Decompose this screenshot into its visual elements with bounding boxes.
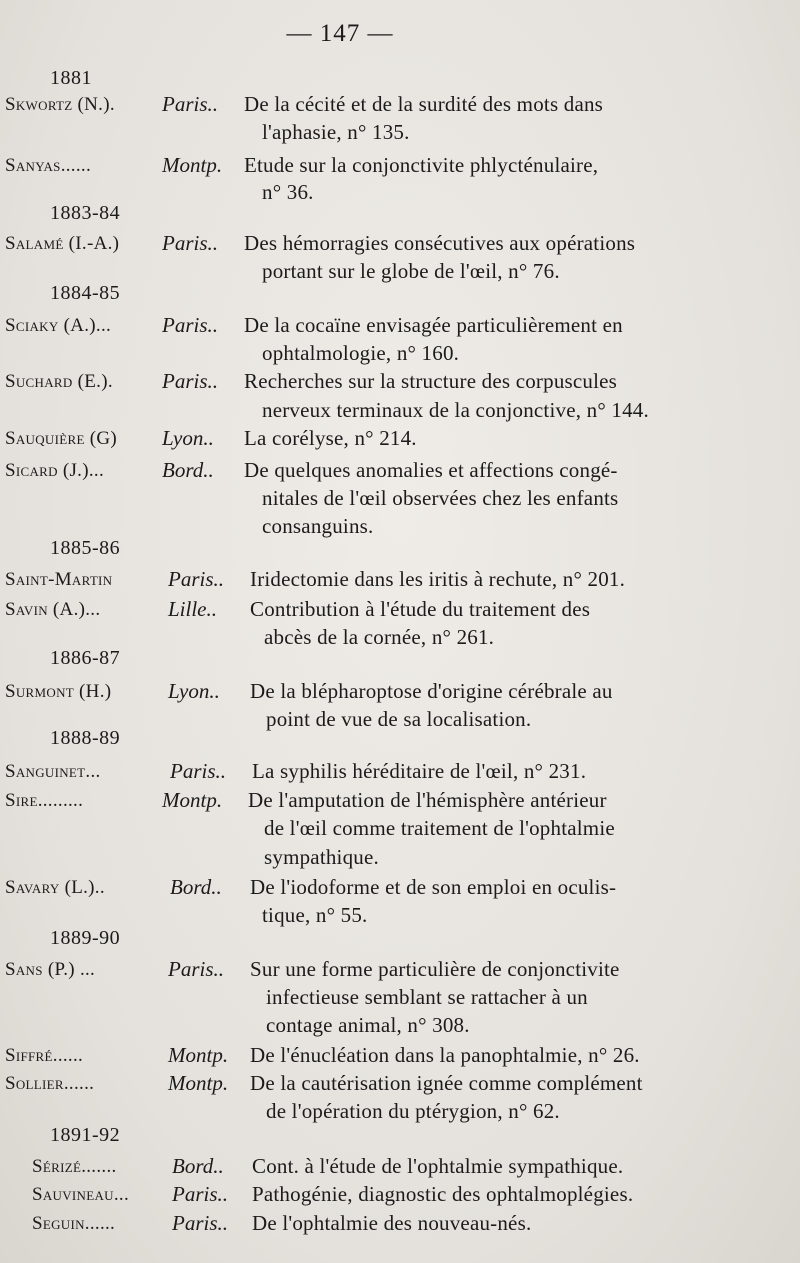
entry-title-line: l'aphasie, n° 135. xyxy=(262,120,410,144)
year-heading: 1884-85 xyxy=(50,282,121,304)
entry-title-line: Cont. à l'étude de l'ophtalmie sympathique. xyxy=(252,1154,624,1178)
entry-city: Lyon.. xyxy=(162,426,214,450)
entry-author: Sanguinet... xyxy=(5,761,101,782)
entry-title-line: De l'iodoforme et de son emploi en oculis- xyxy=(250,875,617,899)
year-heading: 1891-92 xyxy=(50,1124,121,1146)
entry-title-line: De la cécité et de la surdité des mots dans xyxy=(244,92,604,116)
entry-city: Paris.. xyxy=(162,313,219,337)
entry-city: Lille.. xyxy=(168,597,218,621)
entry-title-line: La syphilis héréditaire de l'œil, n° 231. xyxy=(252,759,587,783)
entry-title-line: infectieuse semblant se rattacher à un xyxy=(266,985,588,1009)
entry-author: Sicard (J.)... xyxy=(5,460,105,481)
entry-title-line: De l'ophtalmie des nouveau-nés. xyxy=(252,1211,532,1235)
entry-title-line: De l'énucléation dans la panophtalmie, n° 26. xyxy=(250,1043,640,1067)
entry-title-line: tique, n° 55. xyxy=(262,903,368,927)
entry-author: Seguin...... xyxy=(32,1213,116,1234)
entry-author: Siffré...... xyxy=(5,1045,84,1066)
entry-title-line: Contribution à l'étude du traitement des xyxy=(250,597,591,621)
entry-city: Bord.. xyxy=(170,875,222,899)
entry-author: Sérizé....... xyxy=(32,1156,117,1177)
entry-city: Montp. xyxy=(162,153,223,177)
entry-title-line: nerveux terminaux de la conjonctive, n° 144. xyxy=(262,398,649,422)
entry-title-line: contage animal, n° 308. xyxy=(266,1013,470,1037)
entry-author: Surmont (H.) xyxy=(5,681,112,702)
entry-author: Saint-Martin xyxy=(5,569,113,590)
entry-city: Paris.. xyxy=(168,957,225,981)
entry-title-line: portant sur le globe de l'œil, n° 76. xyxy=(262,259,560,283)
entry-title-line: point de vue de sa localisation. xyxy=(266,707,532,731)
entry-title-line: Sur une forme particulière de conjonctivite xyxy=(250,957,620,981)
entry-city: Paris.. xyxy=(162,92,219,116)
entry-title-line: sympathique. xyxy=(264,845,379,869)
entry-title-line: Recherches sur la structure des corpuscules xyxy=(244,369,618,393)
entry-author: Suchard (E.). xyxy=(5,371,113,392)
year-heading: 1883-84 xyxy=(50,202,121,224)
entry-author: Savin (A.)... xyxy=(5,599,101,620)
entry-title-line: de l'œil comme traitement de l'ophtalmie xyxy=(264,816,615,840)
entry-city: Montp. xyxy=(168,1071,229,1095)
entry-title-line: De quelques anomalies et affections congé- xyxy=(244,458,618,482)
entry-author: Sanyas...... xyxy=(5,155,92,176)
entry-city: Bord.. xyxy=(172,1154,224,1178)
entry-author: Skwortz (N.). xyxy=(5,94,115,115)
year-heading: 1885-86 xyxy=(50,537,121,559)
entry-title-line: De la cocaïne envisagée particulièrement en xyxy=(244,313,623,337)
year-heading: 1889-90 xyxy=(50,927,121,949)
entry-city: Paris.. xyxy=(162,231,219,255)
year-heading: 1888-89 xyxy=(50,727,121,749)
entry-city: Montp. xyxy=(162,788,223,812)
entry-title-line: n° 36. xyxy=(262,180,314,204)
entry-city: Montp. xyxy=(168,1043,229,1067)
entry-author: Sire......... xyxy=(5,790,84,811)
entry-title-line: abcès de la cornée, n° 261. xyxy=(264,625,495,649)
entry-city: Paris.. xyxy=(168,567,225,591)
entry-title-line: ophtalmologie, n° 160. xyxy=(262,341,460,365)
entry-title-line: Etude sur la conjonctivite phlycténulaire, xyxy=(244,153,599,177)
entry-author: Sauvineau... xyxy=(32,1184,130,1205)
entry-author: Sollier...... xyxy=(5,1073,95,1094)
entry-city: Paris.. xyxy=(172,1211,229,1235)
year-heading: 1881 xyxy=(50,67,92,89)
entry-title-line: Des hémorragies consécutives aux opérations xyxy=(244,231,636,255)
entry-author: Sauquière (G) xyxy=(5,428,118,449)
entry-title-line: De la blépharoptose d'origine cérébrale au xyxy=(250,679,613,703)
entry-title-line: consanguins. xyxy=(262,514,374,538)
entry-title-line: De la cautérisation ignée comme complément xyxy=(250,1071,643,1095)
page-number: — 147 — xyxy=(286,20,394,47)
entry-author: Sciaky (A.)... xyxy=(5,315,112,336)
entry-author: Salamé (I.-A.) xyxy=(5,233,120,254)
entry-author: Sans (P.) ... xyxy=(5,959,96,980)
entry-title-line: La corélyse, n° 214. xyxy=(244,426,417,450)
entry-city: Paris.. xyxy=(170,759,227,783)
entry-city: Paris.. xyxy=(172,1182,229,1206)
entry-title-line: nitales de l'œil observées chez les enfants xyxy=(262,486,619,510)
entry-city: Bord.. xyxy=(162,458,214,482)
entry-title-line: De l'amputation de l'hémisphère antérieur xyxy=(248,788,607,812)
entry-title-line: Iridectomie dans les iritis à rechute, n° 201. xyxy=(250,567,626,591)
entry-title-line: de l'opération du ptérygion, n° 62. xyxy=(266,1099,560,1123)
year-heading: 1886-87 xyxy=(50,647,121,669)
entry-author: Savary (L.).. xyxy=(5,877,105,898)
entry-city: Paris.. xyxy=(162,369,219,393)
entry-title-line: Pathogénie, diagnostic des ophtalmoplégies. xyxy=(252,1182,634,1206)
entry-city: Lyon.. xyxy=(168,679,220,703)
